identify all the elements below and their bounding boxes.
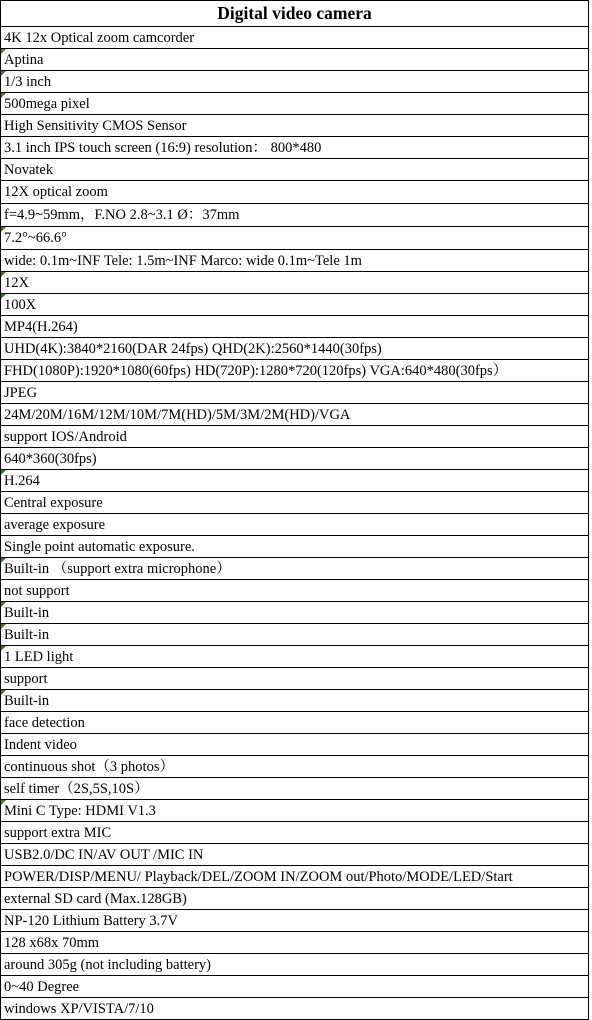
spec-value: 0~40 Degree xyxy=(4,978,80,995)
spec-value-cell xyxy=(1,976,589,998)
spec-value: 1/3 inch xyxy=(4,73,52,90)
spec-value-cell xyxy=(1,338,589,360)
table-row xyxy=(1,910,589,932)
spec-value: 640*360(30fps) xyxy=(4,450,97,467)
spec-value: 24M/20M/16M/12M/10M/7M(HD)/5M/3M/2M(HD)/VGA xyxy=(4,406,351,423)
table-row xyxy=(1,492,589,514)
table-row xyxy=(1,448,589,470)
table-row xyxy=(1,49,589,71)
spec-value-cell xyxy=(1,115,589,137)
spec-value: Built-in （support extra microphone） xyxy=(4,560,231,577)
table-row xyxy=(1,778,589,800)
spec-value-cell xyxy=(1,470,589,492)
table-row xyxy=(1,624,589,646)
table-row xyxy=(1,382,589,404)
cell-marker-icon xyxy=(1,272,6,277)
spec-value: MP4(H.264) xyxy=(4,318,78,335)
table-row xyxy=(1,272,589,294)
cell-marker-icon xyxy=(1,690,6,695)
spec-value-cell xyxy=(1,272,589,294)
spec-value-cell xyxy=(1,602,589,624)
cell-marker-icon xyxy=(1,93,6,98)
table-row xyxy=(1,822,589,844)
table-row xyxy=(1,470,589,492)
cell-marker-icon xyxy=(1,294,6,299)
spec-value-cell xyxy=(1,800,589,822)
cell-marker-icon xyxy=(1,602,6,607)
table-row xyxy=(1,514,589,536)
spec-value: Single point automatic exposure. xyxy=(4,538,195,555)
spec-value-cell xyxy=(1,580,589,602)
spec-value-cell xyxy=(1,404,589,426)
cell-marker-icon xyxy=(1,470,6,475)
table-row xyxy=(1,690,589,712)
spec-value-cell xyxy=(1,204,589,227)
spec-value: UHD(4K):3840*2160(DAR 24fps) QHD(2K):2560*1440(30fps) xyxy=(4,340,382,357)
spec-value: 12X xyxy=(4,274,29,291)
spec-value: Aptina xyxy=(4,51,44,68)
spec-value-cell xyxy=(1,294,589,316)
spec-value-cell xyxy=(1,910,589,932)
table-row xyxy=(1,800,589,822)
cell-marker-icon xyxy=(1,49,6,54)
spec-value-cell xyxy=(1,822,589,844)
spec-value: support IOS/Android xyxy=(4,428,127,445)
cell-marker-icon xyxy=(1,646,6,651)
table-row xyxy=(1,227,589,250)
spec-value: f=4.9~59mm，F.NO 2.8~3.1 Ø：37mm xyxy=(4,207,240,223)
table-title: Digital video camera xyxy=(1,1,589,27)
spec-value: not support xyxy=(4,582,70,599)
spec-value-cell xyxy=(1,316,589,338)
table-row xyxy=(1,580,589,602)
spec-value-cell xyxy=(1,866,589,888)
table-row xyxy=(1,93,589,115)
table-row xyxy=(1,976,589,998)
table-row xyxy=(1,181,589,204)
spec-value: High Sensitivity CMOS Sensor xyxy=(4,117,187,134)
table-row xyxy=(1,558,589,580)
spec-value-cell xyxy=(1,646,589,668)
spec-value: average exposure xyxy=(4,516,106,533)
table-row xyxy=(1,756,589,778)
table-row xyxy=(1,115,589,137)
table-row xyxy=(1,27,589,49)
spec-value: FHD(1080P):1920*1080(60fps) HD(720P):1280*720(120fps) VGA:640*480(30fps） xyxy=(4,362,508,379)
spec-value: NP-120 Lithium Battery 3.7V xyxy=(4,912,178,929)
table-row xyxy=(1,932,589,954)
spec-value: Built-in xyxy=(4,604,50,621)
spec-value-cell xyxy=(1,668,589,690)
spec-value-cell xyxy=(1,360,589,382)
spec-value: continuous shot（3 photos） xyxy=(4,758,174,775)
spec-value-cell xyxy=(1,181,589,204)
table-row xyxy=(1,668,589,690)
spec-value-cell xyxy=(1,734,589,756)
spec-value: Mini C Type: HDMI V1.3 xyxy=(4,802,156,819)
spec-value: H.264 xyxy=(4,472,40,489)
spec-value: 1 LED light xyxy=(4,648,74,665)
spec-value: USB2.0/DC IN/AV OUT /MIC IN xyxy=(4,846,204,863)
spec-value: self timer（2S,5S,10S） xyxy=(4,780,149,797)
table-row xyxy=(1,888,589,910)
spec-value: wide: 0.1m~INF Tele: 1.5m~INF Marco: wide 0.1m~Tele 1m xyxy=(4,252,362,269)
table-row xyxy=(1,712,589,734)
spec-value: 500mega pixel xyxy=(4,95,90,112)
table-row xyxy=(1,294,589,316)
title-row xyxy=(1,1,589,27)
table-row xyxy=(1,954,589,976)
table-row xyxy=(1,316,589,338)
cell-marker-icon xyxy=(1,558,6,563)
spec-value: 12X optical zoom xyxy=(4,184,108,200)
cell-marker-icon xyxy=(1,227,6,232)
spec-value-cell xyxy=(1,492,589,514)
table-row xyxy=(1,338,589,360)
spec-value-cell xyxy=(1,888,589,910)
spec-value: Built-in xyxy=(4,692,50,709)
cell-marker-icon xyxy=(1,624,6,629)
table-row xyxy=(1,204,589,227)
spec-value: support extra MIC xyxy=(4,824,112,841)
table-row xyxy=(1,998,589,1020)
table-row xyxy=(1,250,589,272)
spec-value: 4K 12x Optical zoom camcorder xyxy=(4,29,195,46)
spec-value-cell xyxy=(1,712,589,734)
spec-value: POWER/DISP/MENU/ Playback/DEL/ZOOM IN/ZOOM out/Photo/MODE/LED/Start xyxy=(4,868,513,885)
spec-value: around 305g (not including battery) xyxy=(4,956,211,973)
spec-value-cell xyxy=(1,250,589,272)
spec-value-cell xyxy=(1,49,589,71)
table-row xyxy=(1,844,589,866)
spec-value-cell xyxy=(1,778,589,800)
spec-value-cell xyxy=(1,844,589,866)
spec-value-cell xyxy=(1,514,589,536)
spec-value-cell xyxy=(1,159,589,181)
spec-value-cell xyxy=(1,27,589,49)
spec-value-cell xyxy=(1,71,589,93)
table-row xyxy=(1,137,589,159)
spec-value: 7.2°~66.6° xyxy=(4,230,67,246)
spec-value: 100X xyxy=(4,296,37,313)
table-row xyxy=(1,404,589,426)
spec-value-cell xyxy=(1,536,589,558)
spec-value-cell xyxy=(1,426,589,448)
cell-marker-icon xyxy=(1,800,6,805)
spec-value: external SD card (Max.128GB) xyxy=(4,890,187,907)
table-row xyxy=(1,646,589,668)
spec-rows xyxy=(1,27,589,1020)
spec-value-cell xyxy=(1,624,589,646)
spec-value-cell xyxy=(1,690,589,712)
table-row xyxy=(1,536,589,558)
table-row xyxy=(1,602,589,624)
spec-value-cell xyxy=(1,756,589,778)
table-row xyxy=(1,159,589,181)
spec-value-cell xyxy=(1,448,589,470)
spec-value: support xyxy=(4,670,48,687)
table-row xyxy=(1,360,589,382)
spec-value: Built-in xyxy=(4,626,50,643)
spec-value: JPEG xyxy=(4,384,38,401)
spec-value: Indent video xyxy=(4,736,77,753)
table-row xyxy=(1,734,589,756)
table-row xyxy=(1,71,589,93)
spec-value: windows XP/VISTA/7/10 xyxy=(4,1000,154,1017)
spec-value: Central exposure xyxy=(4,494,103,511)
spec-value-cell xyxy=(1,932,589,954)
cell-marker-icon xyxy=(1,71,6,76)
spec-value-cell xyxy=(1,137,589,159)
spec-value: Novatek xyxy=(4,161,54,178)
spec-value-cell xyxy=(1,998,589,1020)
spec-value-cell xyxy=(1,227,589,250)
spec-value-cell xyxy=(1,382,589,404)
spec-value: 3.1 inch IPS touch screen (16:9) resolution： 800*480 xyxy=(4,139,322,156)
spec-value-cell xyxy=(1,93,589,115)
table-row xyxy=(1,426,589,448)
spec-value: 128 x68x 70mm xyxy=(4,934,100,951)
spec-value-cell xyxy=(1,954,589,976)
spec-value: face detection xyxy=(4,714,85,731)
table-row xyxy=(1,866,589,888)
spec-value-cell xyxy=(1,558,589,580)
